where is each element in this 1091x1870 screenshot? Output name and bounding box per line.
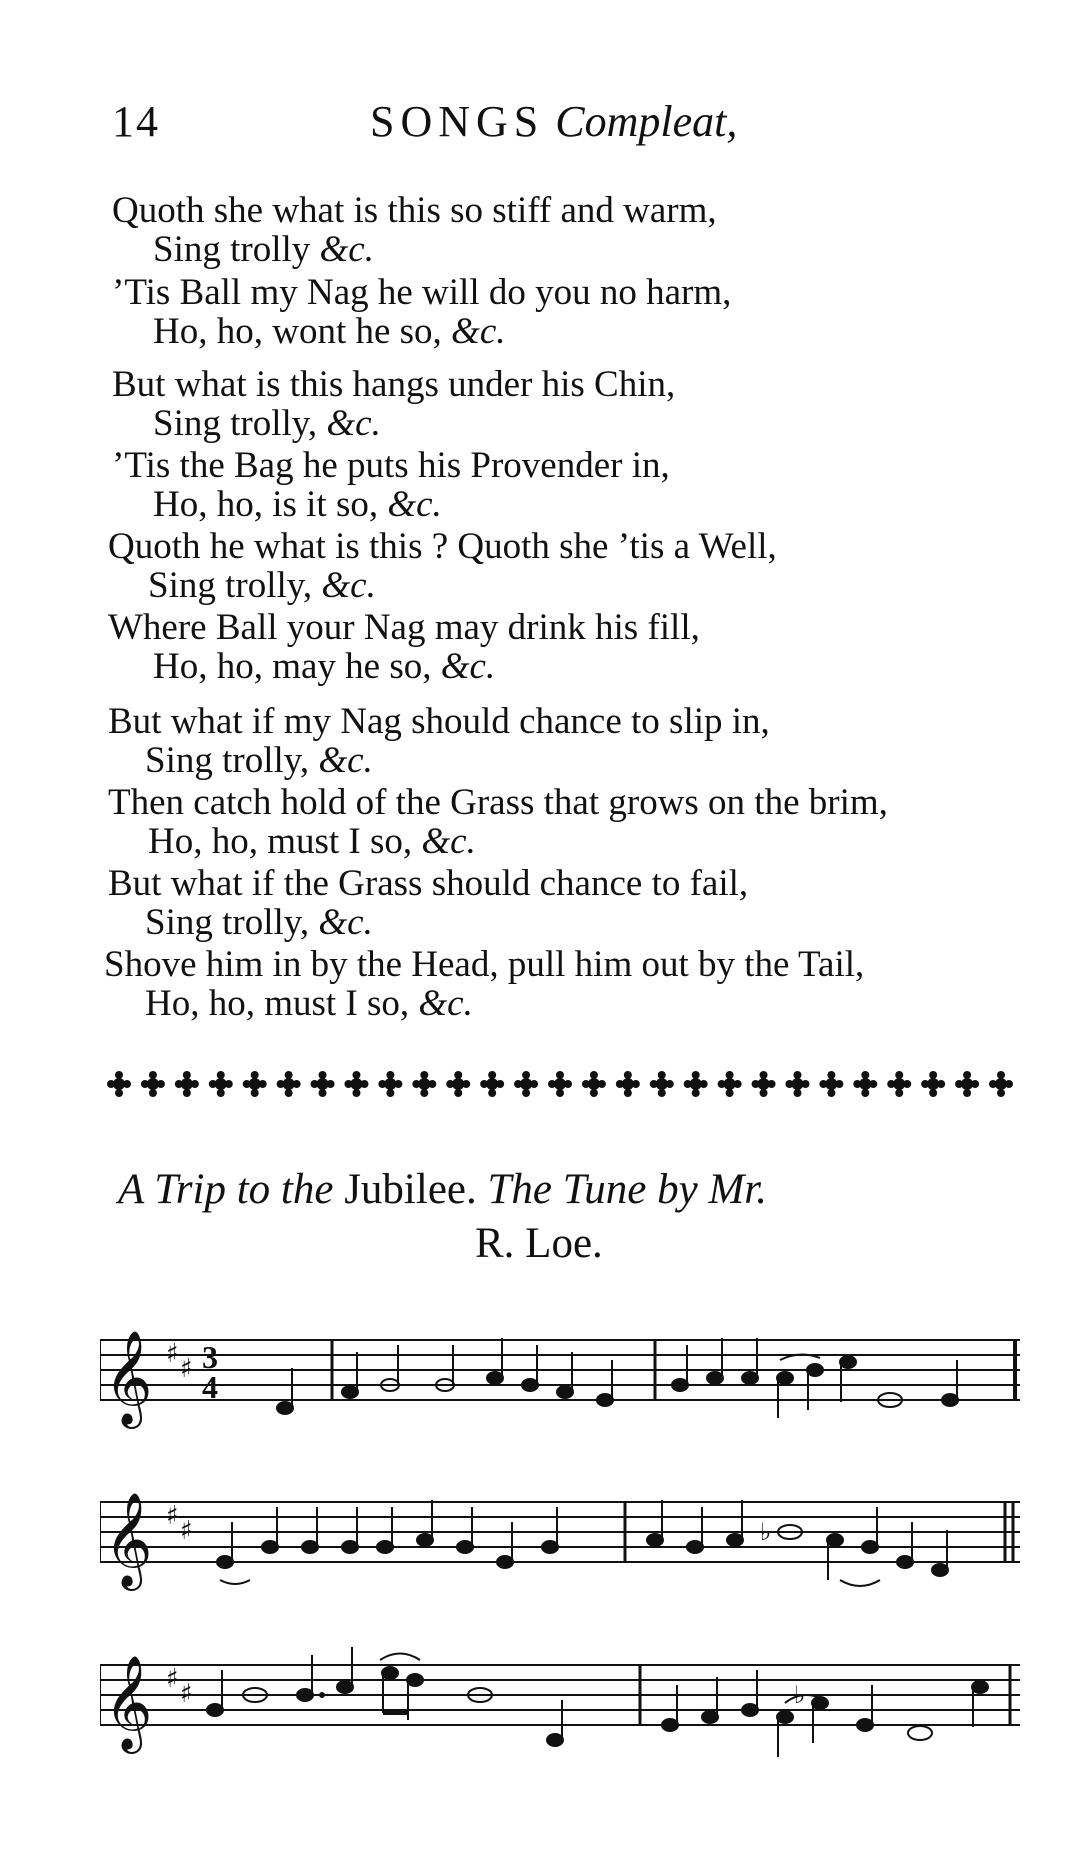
ornament-mark xyxy=(514,1071,538,1097)
sharp-icon: ♯ xyxy=(166,1339,179,1369)
sharp-icon: ♯ xyxy=(180,1516,193,1546)
notes-staff-1 xyxy=(277,1338,958,1418)
song-title-line-2: R. Loe. xyxy=(475,1220,603,1267)
notes-staff-3 xyxy=(207,1647,988,1757)
ornament-mark xyxy=(344,1071,368,1097)
sharp-icon: ♯ xyxy=(166,1501,179,1531)
treble-clef-icon: 𝄞 xyxy=(104,1492,153,1587)
verse-refrain: Sing trolly, &c. xyxy=(145,902,373,943)
verse-refrain: Ho, ho, may he so, &c. xyxy=(153,646,496,687)
ornament-mark xyxy=(175,1071,199,1097)
flat-icon: ♭ xyxy=(794,1681,806,1709)
ornament-mark xyxy=(853,1071,877,1097)
ornament-mark xyxy=(718,1071,742,1097)
verse-line: Shove him in by the Head, pull him out by the Tail, xyxy=(104,944,865,985)
ornament-mark xyxy=(785,1071,809,1097)
ornament-mark xyxy=(480,1071,504,1097)
ornament-mark xyxy=(955,1071,979,1097)
ornament-divider xyxy=(105,1067,1015,1101)
ornament-mark xyxy=(107,1071,131,1097)
ornament-mark xyxy=(819,1071,843,1097)
ornament-mark xyxy=(209,1071,233,1097)
ornament-mark xyxy=(887,1071,911,1097)
running-header xyxy=(0,96,1091,156)
verse-refrain: Sing trolly, &c. xyxy=(145,740,373,781)
verse-line: Quoth she what is this so stiff and warm, xyxy=(112,190,717,231)
ornament-mark xyxy=(752,1071,776,1097)
verse-refrain: Ho, ho, is it so, &c. xyxy=(153,484,442,525)
verse-line: Where Ball your Nag may drink his fill, xyxy=(108,607,700,648)
sharp-icon: ♯ xyxy=(180,1679,193,1709)
time-signature-top: 3 xyxy=(202,1339,218,1375)
ornament-mark xyxy=(378,1071,402,1097)
ornament-mark xyxy=(446,1071,470,1097)
notes-staff-2 xyxy=(217,1500,948,1586)
sharp-icon: ♯ xyxy=(180,1354,193,1384)
ornament-mark xyxy=(582,1071,606,1097)
ornament-mark xyxy=(548,1071,572,1097)
ornament-mark xyxy=(243,1071,267,1097)
verse-line: ’Tis the Bag he puts his Provender in, xyxy=(112,445,670,486)
verse-refrain: Ho, ho, wont he so, &c. xyxy=(153,311,506,352)
treble-clef-icon: 𝄞 xyxy=(104,1330,153,1425)
running-title-caps: SONGS xyxy=(370,97,545,146)
verse-refrain: Ho, ho, must I so, &c. xyxy=(145,983,473,1024)
ornament-mark xyxy=(616,1071,640,1097)
ornament-mark xyxy=(141,1071,165,1097)
verse-line: But what is this hangs under his Chin, xyxy=(112,364,676,405)
sharp-icon: ♯ xyxy=(166,1664,179,1694)
ornament-mark xyxy=(989,1071,1013,1097)
verse-line: ’Tis Ball my Nag he will do you no harm, xyxy=(112,272,732,313)
running-title-italic: Compleat, xyxy=(555,97,738,146)
music-staff-2 xyxy=(100,1462,1020,1602)
ornament-mark xyxy=(311,1071,335,1097)
ornament-mark xyxy=(684,1071,708,1097)
time-signature-bottom: 4 xyxy=(202,1369,218,1405)
verse-refrain: Ho, ho, must I so, &c. xyxy=(148,821,476,862)
ornament-mark xyxy=(412,1071,436,1097)
verse-line: Then catch hold of the Grass that grows on the brim, xyxy=(108,782,888,823)
treble-clef-icon: 𝄞 xyxy=(104,1655,153,1750)
verse-line: But what if my Nag should chance to slip in, xyxy=(108,701,770,742)
verse-refrain: Sing trolly, &c. xyxy=(148,565,376,606)
music-staff-1 xyxy=(100,1300,1020,1440)
verse-refrain: Sing trolly &c. xyxy=(153,229,374,270)
page-number: 14 xyxy=(112,97,160,146)
music-staff-3 xyxy=(100,1625,1020,1775)
running-title xyxy=(370,96,737,147)
verse-line: Quoth he what is this ? Quoth she ’tis a Well, xyxy=(108,526,777,567)
verse-line: But what if the Grass should chance to fail, xyxy=(108,863,749,904)
song-title-line-1: A Trip to the Jubilee. The Tune by Mr. xyxy=(118,1166,768,1213)
flat-icon: ♭ xyxy=(760,1518,772,1546)
ornament-mark xyxy=(650,1071,674,1097)
ornament-mark xyxy=(277,1071,301,1097)
ornament-mark xyxy=(921,1071,945,1097)
verse-refrain: Sing trolly, &c. xyxy=(153,403,381,444)
